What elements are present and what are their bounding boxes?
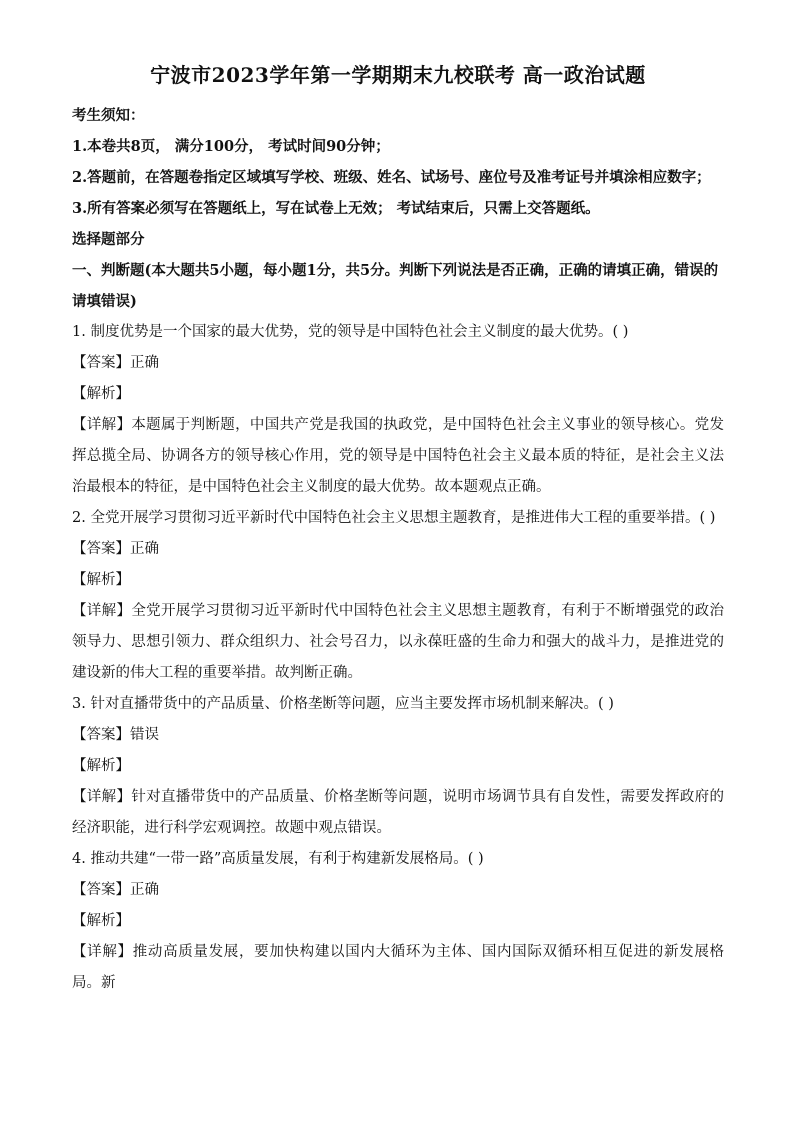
analysis-tag: 【解析】 [72,758,130,774]
detail-tag: 【详解】 [72,417,132,433]
notice-item: 2.答题前，在答题卷指定区域填写学校、班级、姓名、试场号、座位号及准考证号并填涂相应数字； [72,169,711,186]
detail-tag: 【详解】 [72,789,132,805]
question-block [72,689,724,844]
detail-text: 推动高质量发展，要加快构建以国内大循环为主体、国内国际双循环相互促进的新发展格局。新 [72,944,725,991]
question-stem: 4. 推动共建“一带一路”高质量发展，有利于构建新发展格局。( ) [72,851,484,867]
answer-line [72,875,724,906]
exam-page [72,62,724,999]
section-label: 选择题部分 [72,231,145,248]
answer-tag: 【答案】 [72,541,130,557]
answer-value: 正确 [130,355,159,371]
detail-paragraph [72,596,724,689]
answer-tag: 【答案】 [72,355,130,371]
notice-item: 1.本卷共8页， 满分100分， 考试时间90分钟； [72,138,390,155]
answer-line [72,534,724,565]
analysis-tag: 【解析】 [72,913,130,929]
answer-value: 正确 [130,541,159,557]
answer-line [72,720,724,751]
answer-tag: 【答案】 [72,727,130,743]
detail-tag: 【详解】 [72,944,133,960]
detail-tag: 【详解】 [72,603,132,619]
notice-item: 3.所有答案必须写在答题纸上，写在试卷上无效； 考试结束后，只需上交答题纸。 [72,200,600,217]
detail-text: 全党开展学习贯彻习近平新时代中国特色社会主义思想主题教育，有利于不断增强党的政治领导力、思想引领力、群众组织力、社会号召力，以永葆旺盛的生命力和强大的战斗力，是推进党的建设新的伟大工程的重要举措。故判断正确。 [72,603,725,681]
question-block [72,503,724,689]
question-stem: 1. 制度优势是一个国家的最大优势，党的领导是中国特色社会主义制度的最大优势。( ) [72,324,629,340]
detail-text: 针对直播带货中的产品质量、价格垄断等问题，说明市场调节具有自发性，需要发挥政府的经济职能，进行科学宏观调控。故题中观点错误。 [72,789,725,836]
detail-paragraph [72,937,724,999]
detail-text: 本题属于判断题，中国共产党是我国的执政党，是中国特色社会主义事业的领导核心。党发挥总揽全局、协调各方的领导核心作用，党的领导是中国特色社会主义最本质的特征，是社会主义法治最根本的特征，是中国特色社会主义制度的最大优势。故本题观点正确。 [72,417,725,495]
question-stem: 3. 针对直播带货中的产品质量、价格垄断等问题，应当主要发挥市场机制来解决。( ) [72,696,614,712]
notice-heading: 考生须知： [72,107,145,124]
detail-paragraph [72,782,724,844]
answer-value: 正确 [130,882,159,898]
page-title: 宁波市2023学年第一学期期末九校联考 高一政治试题 [150,63,646,87]
question-block [72,844,724,999]
answer-line [72,348,724,379]
question-stem: 2. 全党开展学习贯彻习近平新时代中国特色社会主义思想主题教育，是推进伟大工程的重要举措。( ) [72,510,716,526]
question-block [72,317,724,503]
detail-paragraph [72,410,724,503]
analysis-tag: 【解析】 [72,386,130,402]
answer-tag: 【答案】 [72,882,130,898]
answer-value: 错误 [130,727,159,743]
analysis-tag: 【解析】 [72,572,130,588]
part-heading: 一、判断题(本大题共5小题，每小题1分，共5分。判断下列说法是否正确，正确的请填正确，错误的请填错误) [72,262,719,310]
